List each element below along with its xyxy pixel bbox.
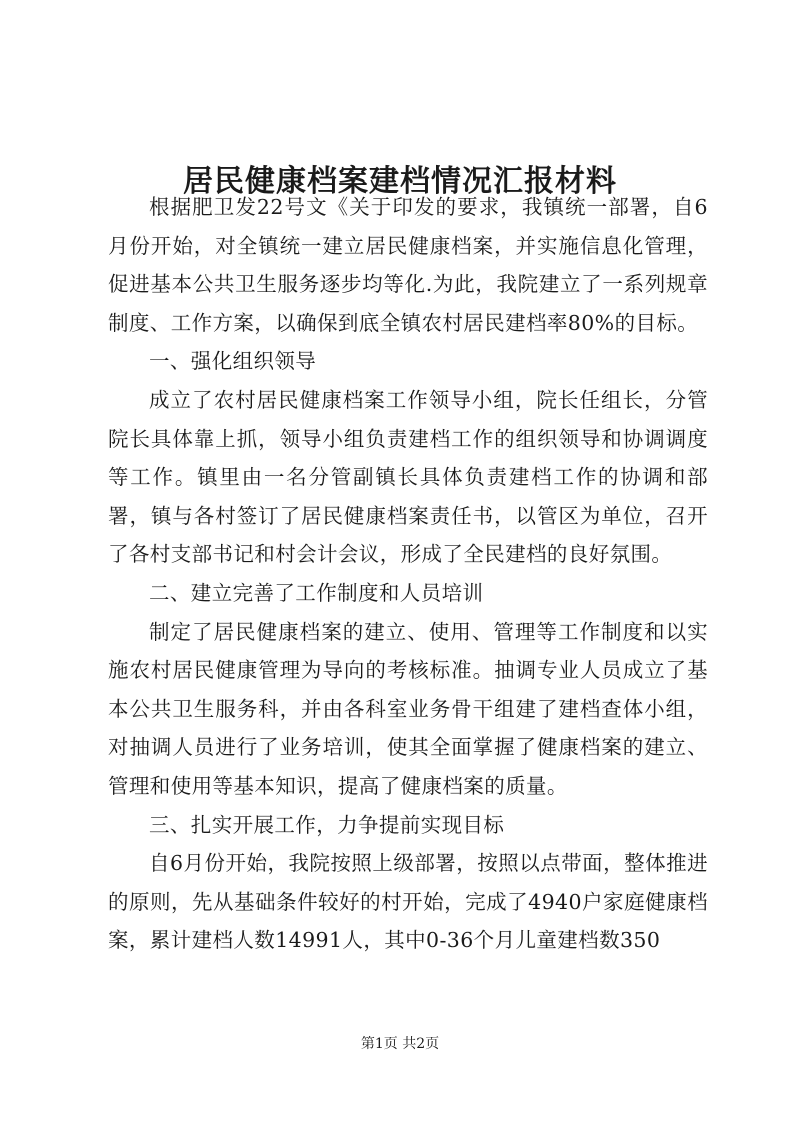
section-3-paragraph: 自6月份开始，我院按照上级部署，按照以点带面，整体推进的原则，先从基础条件较好的村开始，完成了4940户家庭健康档案，累计建档人数14991人，其中0-36个月儿童建档数350 (108, 851, 708, 953)
section-1-paragraph: 成立了农村居民健康档案工作领导小组，院长任组长，分管院长具体靠上抓，领导小组负责建档工作的组织领导和协调调度等工作。镇里由一名分管副镇长具体负责建档工作的协调和部署，镇与各村签订了居民健康档案责任书，以管区为单位，召开了各村支部书记和村会计会议，形成了全民建档的良好氛围。 (108, 387, 708, 567)
page-number-footer: 第1页 共2页 (360, 1036, 440, 1052)
intro-paragraph: 根据肥卫发22号文《关于印发的要求，我镇统一部署，自6月份开始，对全镇统一建立居民健康档案，并实施信息化管理，促进基本公共卫生服务逐步均等化.为此，我院建立了一系列规章制度、工作方案，以确保到底全镇农村居民建档率80%的目标。 (108, 195, 708, 335)
section-1-heading: 一、强化组织领导 (149, 349, 317, 374)
section-2-heading: 二、建立完善了工作制度和人员培训 (149, 580, 484, 605)
section-2-paragraph: 制定了居民健康档案的建立、使用、管理等工作制度和以实施农村居民健康管理为导向的考核标准。抽调专业人员成立了基本公共卫生服务科，并由各科室业务骨干组建了建档查体小组，对抽调人员进行了业务培训，使其全面掌握了健康档案的建立、管理和使用等基本知识，提高了健康档案的质量。 (108, 619, 708, 798)
document-body (108, 188, 708, 960)
section-3-heading: 三、扎实开展工作，力争提前实现目标 (149, 812, 505, 837)
document-title: 居民健康档案建档情况汇报材料 (183, 164, 617, 200)
